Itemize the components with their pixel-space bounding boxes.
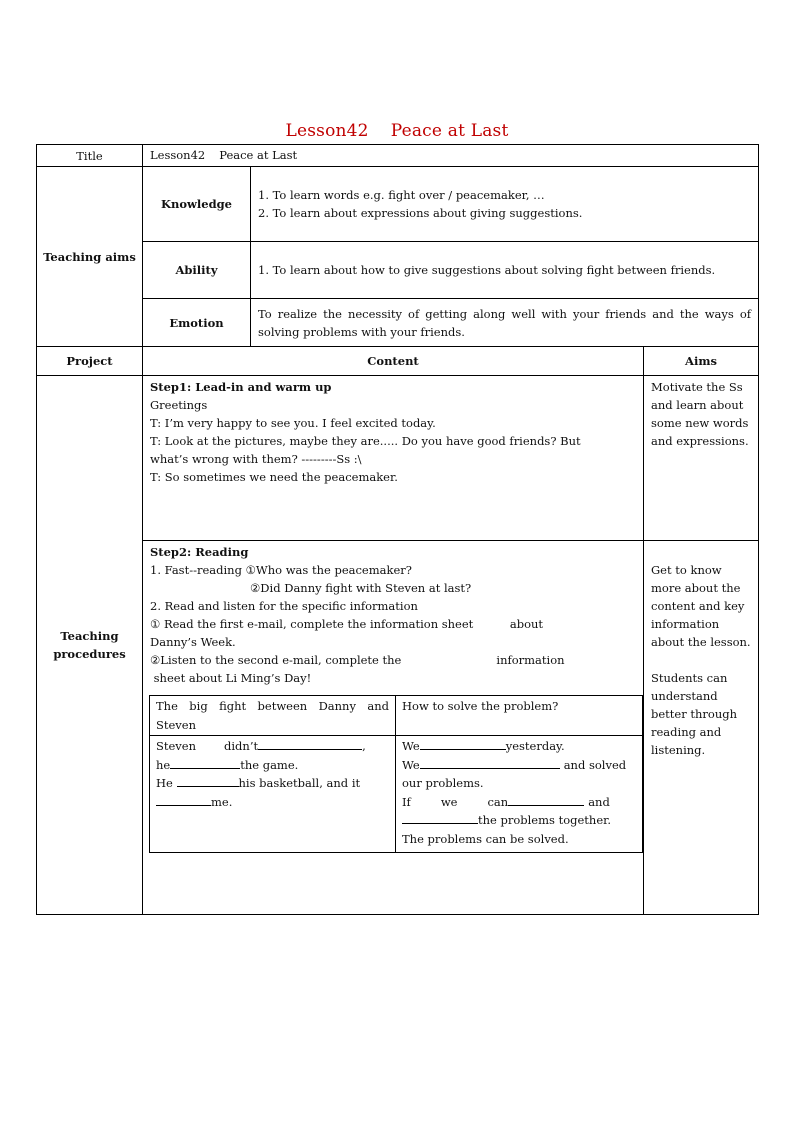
sheet-right-line-5 [402, 811, 636, 830]
sheet-left-line-2 [156, 756, 389, 775]
step1-title: Step1: Lead-in and warm up [150, 380, 332, 394]
sheet-left-text: didn’t [224, 739, 259, 753]
page-title-name: Peace at Last [390, 121, 509, 141]
blank-field[interactable] [177, 774, 239, 787]
step1-aims: Motivate the Ss and learn about some new words and expressions. [644, 376, 759, 541]
step2-line-2: ②Did Danny fight with Steven at last? [250, 581, 472, 595]
step1-line-1: Greetings [150, 398, 208, 412]
sheet-left-text: Steven [156, 739, 197, 753]
knowledge-row [37, 167, 759, 242]
step2-row [37, 541, 759, 915]
sheet-right-line-3: our problems. [402, 776, 484, 790]
information-sheet [149, 695, 643, 853]
emotion-content: To realize the necessity of getting along well with your friends and the ways of solving problems with your friends. [251, 299, 759, 347]
blank-field[interactable] [420, 737, 506, 750]
sheet-right-text: the problems together. [478, 813, 612, 827]
sheet-right-text: yesterday. [505, 739, 565, 753]
sheet-right-line-6: The problems can be solved. [402, 831, 569, 846]
sheet-left-text: me. [211, 794, 233, 809]
sheet-right-line-4 [402, 793, 636, 812]
ability-content: 1. To learn about how to give suggestions about solving fight between friends. [251, 242, 759, 299]
sheet-right-line-1 [402, 737, 636, 756]
teaching-procedures-label: Teaching procedures [37, 376, 143, 915]
blank-field[interactable] [170, 756, 240, 769]
sheet-left-line-4 [156, 793, 389, 812]
title-value [143, 145, 759, 167]
title-row [37, 145, 759, 167]
sheet-header-solve: How to solve the problem? [396, 696, 643, 736]
teaching-aims-label: Teaching aims [37, 167, 143, 347]
blank-field[interactable] [420, 756, 560, 769]
step2-line-5: Danny’s Week. [150, 635, 236, 649]
step2-line-4: ① Read the first e-mail, complete the information sheet about [150, 617, 544, 631]
emotion-row [37, 299, 759, 347]
lesson-plan-table [36, 144, 759, 915]
step2-aims-2: Students can understand better through reading and listening. [651, 671, 737, 757]
step2-line-1: 1. Fast--reading ①Who was the peacemaker? [150, 563, 412, 577]
sheet-right-text: can [487, 794, 509, 809]
knowledge-label: Knowledge [143, 167, 251, 242]
ability-label: Ability [143, 242, 251, 299]
sheet-right-text: we [440, 794, 458, 809]
knowledge-content [251, 167, 759, 242]
page-title [0, 121, 794, 141]
blank-field[interactable] [508, 793, 584, 806]
step2-aims [644, 541, 759, 915]
sheet-right-line-2 [402, 756, 636, 775]
sheet-left-line-1: Steven didn’t , [156, 739, 366, 753]
step2-line-3: 2. Read and listen for the specific information [150, 599, 418, 613]
step1-line-4: what’s wrong with them? ---------Ss :\ [150, 452, 362, 466]
ability-row [37, 242, 759, 299]
sheet-left-line-3 [156, 774, 389, 793]
sheet-header-fight: The big fight between Danny and Steven [150, 696, 396, 736]
sheet-right-text: and [588, 794, 610, 809]
emotion-label: Emotion [143, 299, 251, 347]
blank-field[interactable] [156, 793, 211, 806]
header-project: Project [37, 347, 143, 376]
header-content: Content [143, 347, 644, 376]
title-value-lesson: Lesson42 [150, 148, 206, 162]
title-value-name: Peace at Last [219, 148, 298, 162]
blank-field[interactable] [402, 811, 478, 824]
sheet-right-text: We [402, 739, 420, 753]
sheet-left-text: He [156, 776, 173, 790]
sheet-right-text: and solved [563, 757, 627, 772]
blank-field[interactable] [258, 737, 362, 750]
page-title-lesson: Lesson42 [285, 121, 369, 141]
step2-line-7: sheet about Li Ming’s Day! [150, 671, 312, 685]
title-label: Title [37, 145, 143, 167]
header-aims: Aims [644, 347, 759, 376]
step1-line-2: T: I’m very happy to see you. I feel excited today. [150, 416, 436, 430]
knowledge-item-2: 2. To learn about expressions about giving suggestions. [258, 206, 583, 220]
step2-content [143, 541, 644, 915]
sheet-right-text: If [402, 794, 411, 809]
sheet-left-text: the game. [240, 757, 299, 772]
sheet-left-text: his basketball, and it [238, 776, 361, 790]
sheet-right-cell [396, 736, 643, 853]
step2-line-6: ②Listen to the second e-mail, complete the information [150, 653, 565, 667]
step1-line-5: T: So sometimes we need the peacemaker. [150, 470, 398, 484]
sheet-left-text: he [156, 757, 171, 772]
step2-title: Step2: Reading [150, 545, 249, 559]
step1-row [37, 376, 759, 541]
step1-line-3: T: Look at the pictures, maybe they are..... Do you have good friends? But [150, 434, 581, 448]
header-row [37, 347, 759, 376]
sheet-right-text: We [402, 757, 420, 772]
sheet-left-cell [150, 736, 396, 853]
step1-content [143, 376, 644, 541]
step2-aims-1: Get to know more about the content and key information about the lesson. [651, 563, 751, 649]
knowledge-item-1: 1. To learn words e.g. fight over / peacemaker, … [258, 188, 545, 202]
